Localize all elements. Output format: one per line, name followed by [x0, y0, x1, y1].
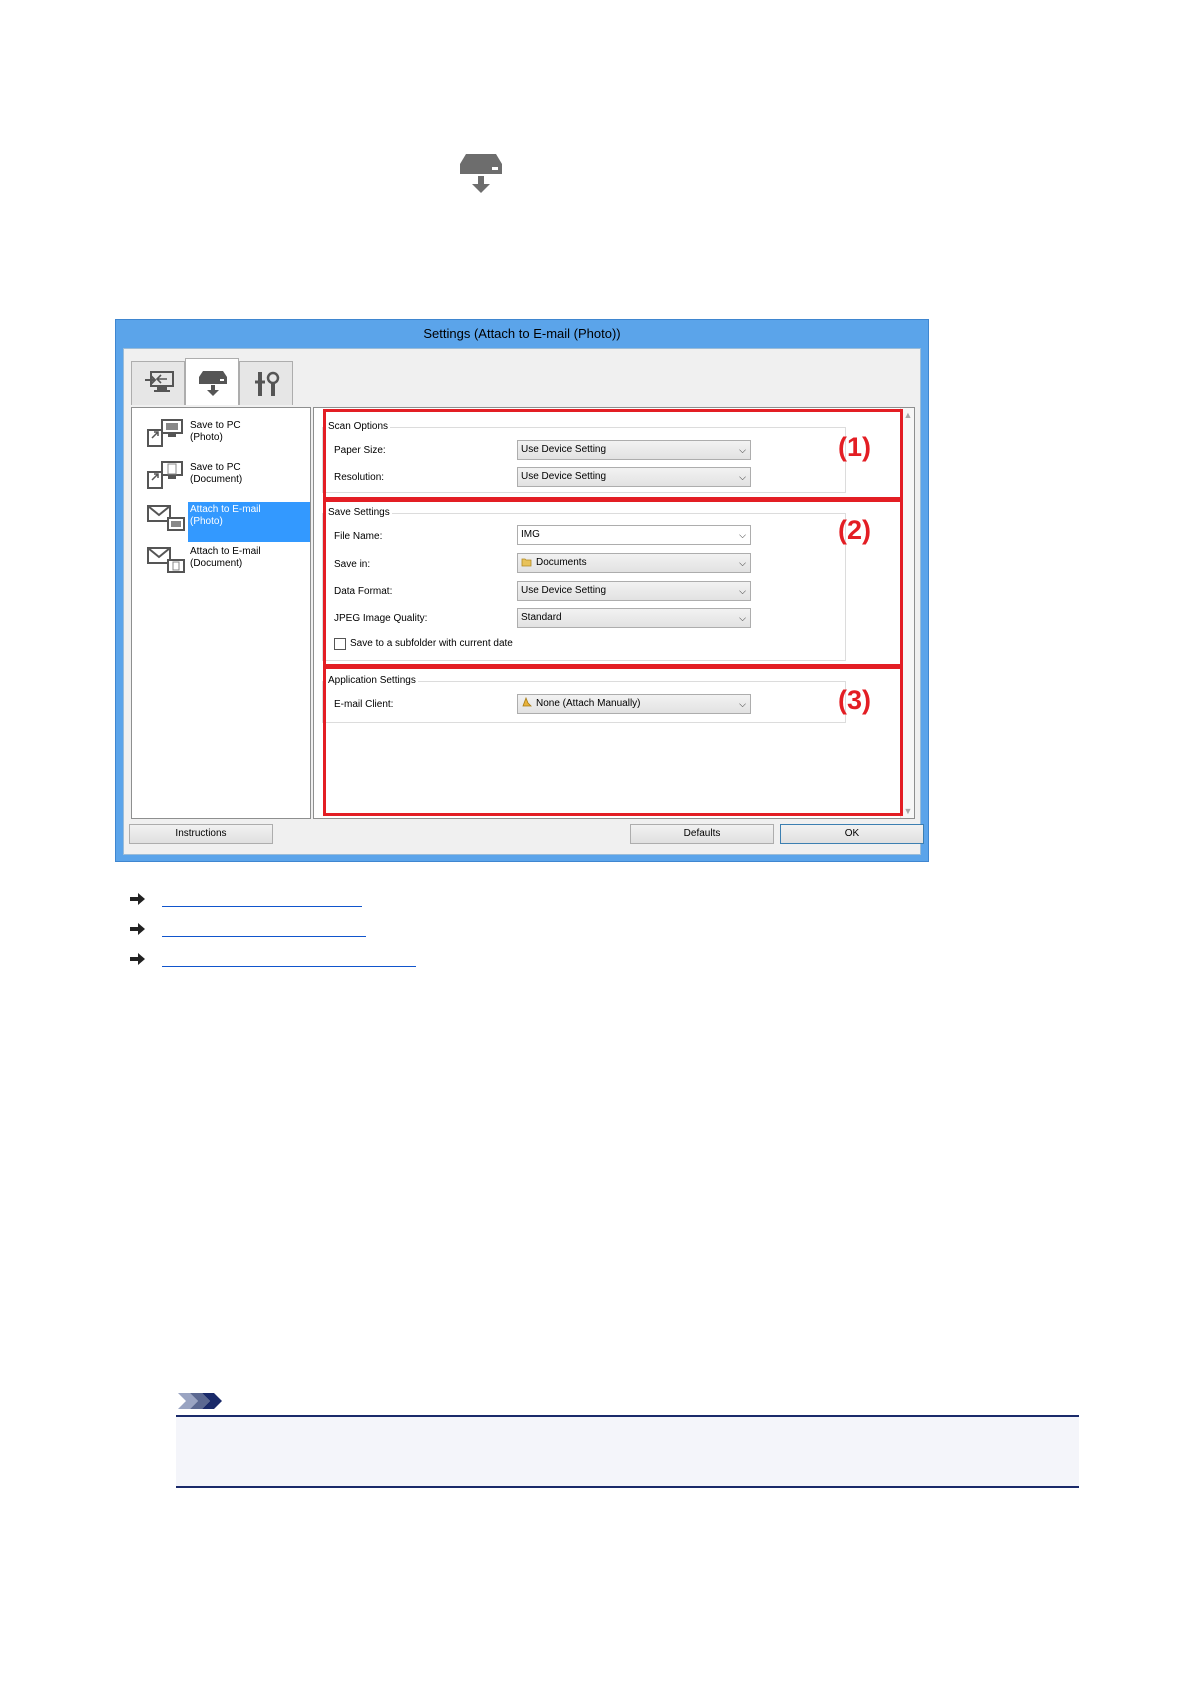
sidebar-item-attach-email-photo[interactable] [132, 498, 310, 540]
related-link[interactable] [162, 890, 362, 907]
callout-number-3: (3) [838, 685, 871, 715]
paper-size-label: Paper Size: [334, 445, 386, 456]
chevron-down-icon: ⌵ [739, 445, 746, 455]
callout-number-2: (2) [838, 515, 871, 545]
related-link[interactable] [162, 920, 366, 937]
arrow-right-icon [130, 892, 146, 906]
dialog-client-area [123, 348, 921, 855]
chevron-down-icon: ⌵ [739, 613, 746, 623]
sidebar-item-label: Attach to E-mail (Document) [190, 546, 261, 569]
scroll-down-icon[interactable]: ▼ [903, 806, 913, 816]
arrow-right-icon [130, 922, 146, 936]
scan-from-panel-icon [458, 150, 504, 194]
chevron-down-icon: ⌵ [739, 699, 746, 709]
chevron-down-icon: ⌵ [739, 530, 746, 540]
chevron-down-icon: ⌵ [739, 586, 746, 596]
related-link[interactable] [162, 950, 416, 967]
resolution-select[interactable]: Use Device Setting ⌵ [517, 467, 751, 487]
tab-scan-from-computer[interactable] [131, 361, 185, 405]
group-title: Save Settings [328, 507, 390, 518]
save-in-label: Save in: [334, 559, 371, 570]
dialog-title: Settings (Attach to E-mail (Photo)) [423, 326, 621, 341]
jpeg-quality-label: JPEG Image Quality: [334, 613, 428, 624]
data-format-select[interactable]: Use Device Setting ⌵ [517, 581, 751, 601]
scan-from-computer-icon [143, 370, 175, 398]
sidebar-item-label: Save to PC (Document) [190, 462, 243, 485]
chevron-down-icon: ⌵ [739, 558, 746, 568]
sidebar-item-label: Save to PC (Photo) [190, 420, 241, 443]
scan-from-panel-icon [197, 367, 229, 397]
sidebar-item-attach-email-document[interactable] [132, 540, 310, 582]
callout-number-1: (1) [838, 432, 871, 462]
callout-box-1 [323, 409, 903, 502]
attach-email-document-icon [146, 544, 188, 576]
callout-box-3 [323, 664, 903, 816]
jpeg-quality-select[interactable]: Standard ⌵ [517, 608, 751, 628]
resolution-label: Resolution: [334, 472, 385, 483]
note-box [176, 1415, 1079, 1488]
email-client-label: E-mail Client: [334, 699, 394, 710]
save-in-select[interactable]: Documents ⌵ [517, 553, 751, 573]
subfolder-label: Save to a subfolder with current date [350, 638, 513, 649]
defaults-button[interactable]: Defaults [630, 824, 774, 844]
arrow-right-icon [130, 952, 146, 966]
data-format-label: Data Format: [334, 586, 393, 597]
attach-email-photo-icon [146, 502, 188, 534]
save-to-pc-photo-icon [146, 418, 188, 450]
ok-button[interactable]: OK [780, 824, 924, 844]
sidebar-item-label: Attach to E-mail (Photo) [188, 502, 310, 542]
email-client-select[interactable]: None (Attach Manually) ⌵ [517, 694, 751, 714]
sidebar-item-save-to-pc-photo[interactable] [132, 414, 310, 456]
file-name-label: File Name: [334, 531, 383, 542]
group-title: Scan Options [328, 421, 389, 432]
group-title: Application Settings [328, 675, 416, 686]
scroll-up-icon[interactable]: ▲ [903, 410, 913, 420]
settings-dialog [115, 319, 929, 862]
tab-general-settings[interactable] [239, 361, 293, 405]
tab-scan-from-panel[interactable] [185, 358, 239, 405]
file-name-combo[interactable]: IMG ⌵ [517, 525, 751, 545]
save-to-pc-document-icon [146, 460, 188, 492]
general-settings-icon [251, 370, 283, 398]
chevron-down-icon: ⌵ [739, 472, 746, 482]
sidebar-item-save-to-pc-document[interactable] [132, 456, 310, 498]
callout-box-2 [323, 497, 903, 669]
instructions-button[interactable]: Instructions [129, 824, 273, 844]
job-list-panel [131, 407, 311, 819]
paper-size-select[interactable]: Use Device Setting ⌵ [517, 440, 751, 460]
note-icon [176, 1391, 226, 1411]
